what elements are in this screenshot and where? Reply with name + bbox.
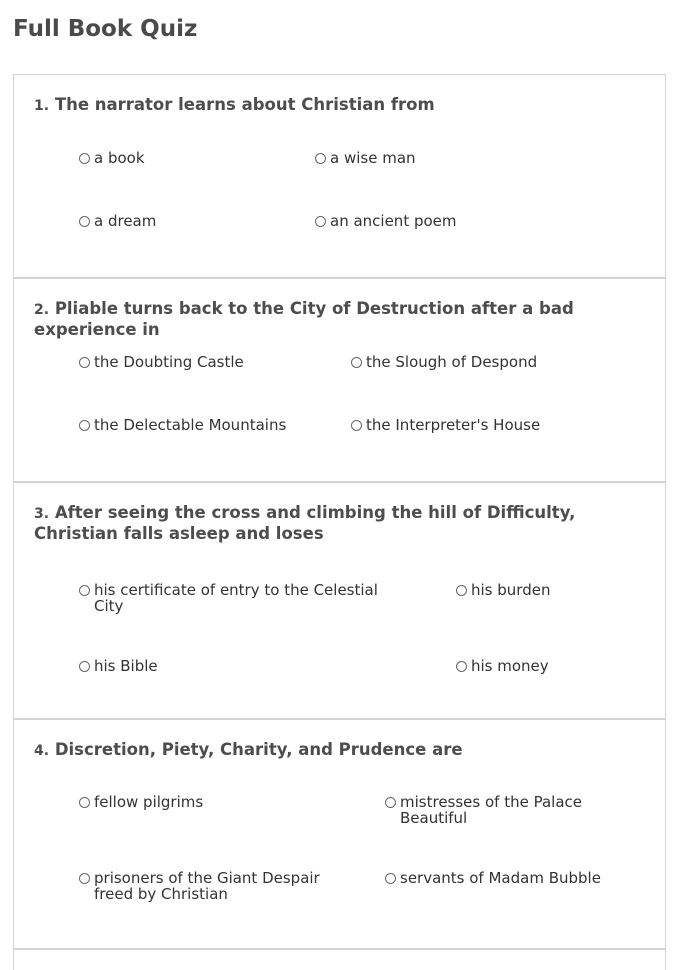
question-3-option-3[interactable] [79, 658, 384, 674]
radio-button[interactable] [385, 797, 396, 808]
question-2-option-4[interactable] [351, 417, 641, 433]
option-label: his money [471, 657, 549, 675]
option-label: the Delectable Mountains [94, 416, 287, 434]
question-1-text [34, 95, 647, 116]
option-label: a wise man [330, 149, 416, 167]
question-3-option-2[interactable] [456, 582, 646, 598]
radio-button[interactable] [456, 661, 467, 672]
option-label: his burden [471, 581, 551, 599]
question-3 [14, 483, 665, 720]
question-1-number: 1. [34, 98, 50, 114]
question-2-prompt: Pliable turns back to the City of Destruction after a bad experience in [34, 299, 574, 339]
option-label: the Interpreter's House [366, 416, 541, 434]
question-1 [14, 75, 665, 279]
question-3-number: 3. [34, 506, 50, 522]
question-3-prompt: After seeing the cross and climbing the hill of Difficulty, Christian falls asleep and loses [34, 503, 576, 543]
option-label: the Slough of Despond [366, 353, 538, 371]
quiz-list [13, 74, 666, 970]
option-label: fellow pilgrims [94, 793, 204, 811]
question-4-option-1[interactable] [79, 794, 339, 810]
option-label: a book [94, 149, 145, 167]
radio-button[interactable] [79, 420, 90, 431]
option-label: prisoners of the Giant Despair freed by Christian [94, 869, 320, 903]
radio-button[interactable] [79, 661, 90, 672]
question-4 [14, 720, 665, 950]
question-4-prompt: Discretion, Piety, Charity, and Prudence are [54, 740, 463, 759]
question-3-option-4[interactable] [456, 658, 646, 674]
question-1-option-1[interactable] [79, 150, 299, 166]
radio-button[interactable] [79, 873, 90, 884]
option-label: the Doubting Castle [94, 353, 244, 371]
question-3-option-1[interactable] [79, 582, 384, 614]
question-1-prompt: The narrator learns about Christian from [54, 95, 435, 114]
question-2-text [34, 299, 647, 340]
question-2 [14, 279, 665, 483]
question-4-number: 4. [34, 743, 50, 759]
question-1-option-3[interactable] [79, 213, 299, 229]
question-5-partial [14, 950, 665, 970]
option-label: servants of Madam Bubble [400, 869, 601, 887]
page-title: Full Book Quiz [13, 16, 198, 42]
radio-button[interactable] [385, 873, 396, 884]
option-label: mistresses of the Palace Beautiful [400, 793, 582, 827]
option-label: a dream [94, 212, 157, 230]
question-3-text [34, 503, 647, 544]
question-2-option-3[interactable] [79, 417, 339, 433]
option-label: an ancient poem [330, 212, 457, 230]
radio-button[interactable] [79, 797, 90, 808]
question-4-option-4[interactable] [385, 870, 645, 886]
question-4-option-3[interactable] [79, 870, 339, 902]
option-label: his Bible [94, 657, 158, 675]
radio-button[interactable] [79, 153, 90, 164]
question-4-option-2[interactable] [385, 794, 615, 826]
question-1-option-4[interactable] [315, 213, 615, 229]
option-label: his certificate of entry to the Celestial City [94, 581, 378, 615]
radio-button[interactable] [315, 216, 326, 227]
radio-button[interactable] [79, 357, 90, 368]
radio-button[interactable] [456, 585, 467, 596]
radio-button[interactable] [315, 153, 326, 164]
question-4-text [34, 740, 647, 761]
question-2-number: 2. [34, 302, 50, 318]
radio-button[interactable] [79, 585, 90, 596]
question-2-option-2[interactable] [351, 354, 641, 370]
radio-button[interactable] [79, 216, 90, 227]
question-2-option-1[interactable] [79, 354, 339, 370]
radio-button[interactable] [351, 420, 362, 431]
question-1-option-2[interactable] [315, 150, 615, 166]
radio-button[interactable] [351, 357, 362, 368]
